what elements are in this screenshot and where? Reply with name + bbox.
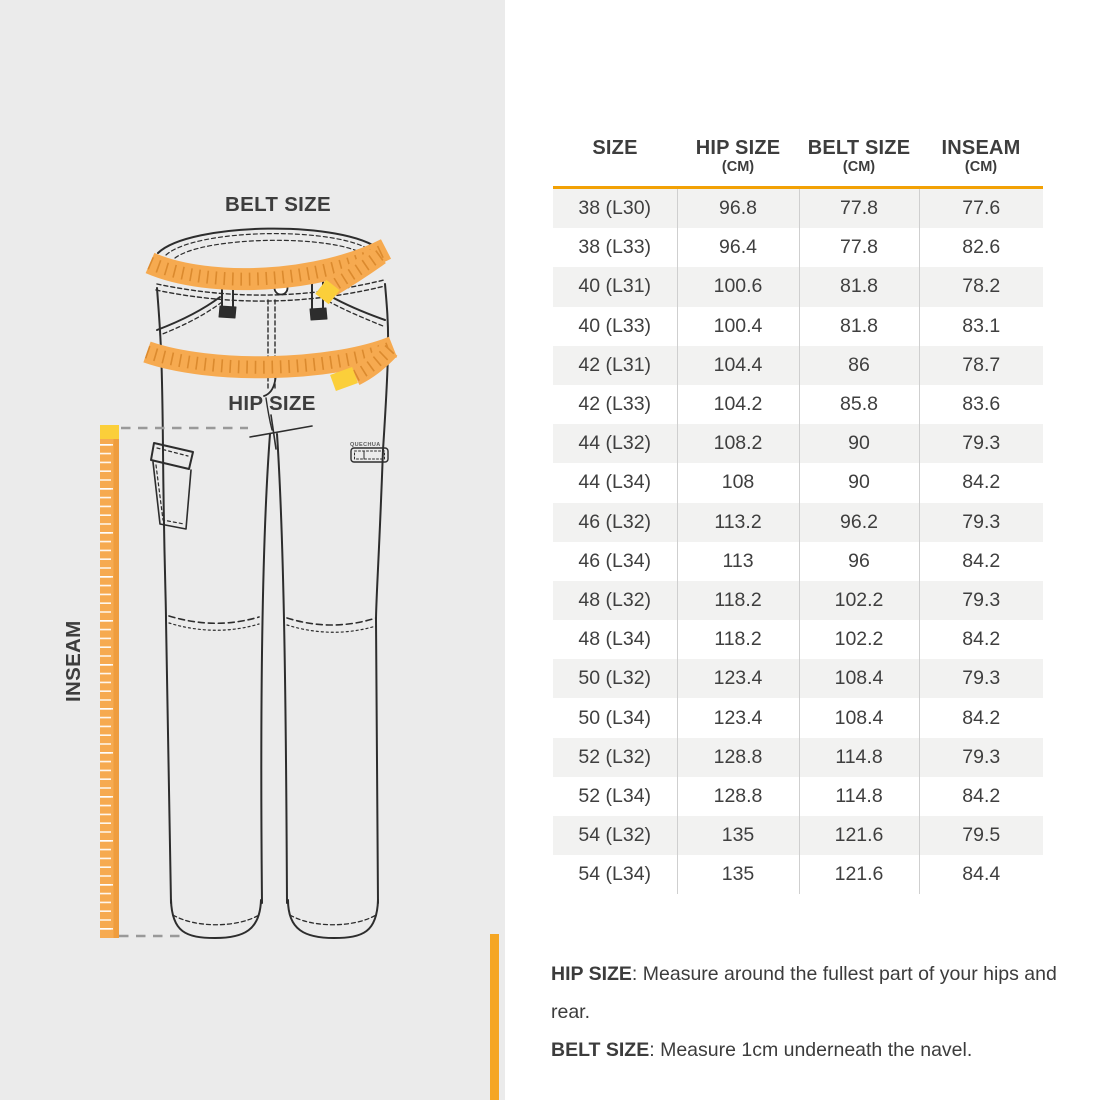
measurement-cell: 79.3 [919, 659, 1043, 698]
col-header-hip-size: HIP SIZE (CM) [677, 133, 799, 188]
inseam-ruler [100, 425, 119, 938]
measurement-cell: 118.2 [677, 620, 799, 659]
measurement-cell: 77.8 [799, 228, 919, 267]
size-cell: 38 (L30) [578, 197, 652, 220]
measurement-cell: 104.2 [677, 385, 799, 424]
table-row [553, 307, 1043, 346]
table-row [553, 228, 1043, 267]
measurement-cell: 135 [677, 855, 799, 894]
size-cell: 44 (L32) [578, 432, 652, 455]
table-row [553, 855, 1043, 894]
col-header-belt-size: BELT SIZE (CM) [799, 133, 919, 188]
table-row [553, 659, 1043, 698]
table-row [553, 581, 1043, 620]
belt-size-label: BELT SIZE [225, 193, 331, 216]
hip-size-label: HIP SIZE [228, 392, 316, 415]
measurement-cell: 96 [799, 542, 919, 581]
measurement-cell: 79.3 [919, 581, 1043, 620]
table-row [553, 188, 1043, 229]
measurement-cell: 114.8 [799, 738, 919, 777]
measurement-cell: 113 [677, 542, 799, 581]
size-cell: 48 (L34) [578, 628, 652, 651]
measurement-cell: 79.3 [919, 503, 1043, 542]
measurement-cell: 113.2 [677, 503, 799, 542]
table-row [553, 503, 1043, 542]
measurement-cell: 100.6 [677, 267, 799, 306]
measurement-cell: 123.4 [677, 659, 799, 698]
size-cell: 54 (L32) [578, 824, 652, 847]
measurement-cell: 108.2 [677, 424, 799, 463]
inseam-label: INSEAM [62, 620, 85, 702]
diagram-panel [0, 0, 505, 1100]
measurement-cell: 84.2 [919, 777, 1043, 816]
table-row [553, 738, 1043, 777]
measurement-cell: 81.8 [799, 267, 919, 306]
measurement-cell: 104.4 [677, 346, 799, 385]
measurement-cell: 128.8 [677, 738, 799, 777]
table-row [553, 463, 1043, 502]
measurement-cell: 77.6 [919, 188, 1043, 229]
size-cell: 48 (L32) [578, 588, 652, 611]
size-table-body [553, 188, 1043, 895]
guide-lines [119, 428, 248, 936]
measurement-cell: 108 [677, 463, 799, 502]
measurement-cell: 96.2 [799, 503, 919, 542]
measurement-cell: 77.8 [799, 188, 919, 229]
col-header-size: SIZE [553, 133, 677, 188]
size-table [553, 133, 1043, 894]
size-table-header [553, 133, 1043, 188]
size-cell: 42 (L33) [578, 393, 652, 416]
size-cell: 40 (L31) [578, 275, 652, 298]
size-cell: 50 (L34) [578, 706, 652, 729]
pants-outline [151, 229, 388, 938]
table-row [553, 385, 1043, 424]
measurement-cell: 90 [799, 424, 919, 463]
size-cell: 50 (L32) [578, 667, 652, 690]
measurement-cell: 79.5 [919, 816, 1043, 855]
measurement-cell: 121.6 [799, 855, 919, 894]
table-row [553, 542, 1043, 581]
measurement-cell: 84.2 [919, 463, 1043, 502]
cargo-pocket [151, 443, 193, 529]
hip-tape [147, 347, 393, 383]
size-cell: 42 (L31) [578, 353, 652, 376]
measurement-cell: 121.6 [799, 816, 919, 855]
col-header-inseam: INSEAM (CM) [919, 133, 1043, 188]
measurement-cell: 83.1 [919, 307, 1043, 346]
brand-label: QUECHUA [350, 442, 381, 448]
size-cell: 52 (L34) [578, 784, 652, 807]
measurement-cell: 100.4 [677, 307, 799, 346]
measurement-cell: 84.4 [919, 855, 1043, 894]
size-cell: 54 (L34) [578, 863, 652, 886]
measurement-cell: 85.8 [799, 385, 919, 424]
table-row [553, 267, 1043, 306]
measurement-cell: 135 [677, 816, 799, 855]
measurement-cell: 108.4 [799, 659, 919, 698]
measurement-cell: 96.4 [677, 228, 799, 267]
measurement-cell: 78.2 [919, 267, 1043, 306]
measurement-cell: 128.8 [677, 777, 799, 816]
belt-size-note: BELT SIZE: Measure 1cm underneath the navel. [551, 1039, 973, 1061]
measurement-cell: 114.8 [799, 777, 919, 816]
size-cell: 38 (L33) [578, 236, 652, 259]
measurement-cell: 79.3 [919, 424, 1043, 463]
measurement-cell: 102.2 [799, 581, 919, 620]
size-cell: 44 (L34) [578, 471, 652, 494]
measurement-cell: 78.7 [919, 346, 1043, 385]
measurement-cell: 84.2 [919, 620, 1043, 659]
table-row [553, 346, 1043, 385]
measurement-cell: 84.2 [919, 698, 1043, 737]
measurement-cell: 90 [799, 463, 919, 502]
measurement-cell: 86 [799, 346, 919, 385]
measurement-cell: 84.2 [919, 542, 1043, 581]
size-cell: 52 (L32) [578, 745, 652, 768]
table-row [553, 777, 1043, 816]
measurement-cell: 118.2 [677, 581, 799, 620]
pants-measurement-diagram [0, 0, 505, 1100]
measurement-cell: 102.2 [799, 620, 919, 659]
table-row [553, 816, 1043, 855]
table-row [553, 620, 1043, 659]
measurement-cell: 123.4 [677, 698, 799, 737]
accent-bar [490, 934, 499, 1100]
measurement-cell: 79.3 [919, 738, 1043, 777]
size-cell: 40 (L33) [578, 314, 652, 337]
measurement-cell: 83.6 [919, 385, 1043, 424]
measurement-cell: 82.6 [919, 228, 1043, 267]
table-row [553, 698, 1043, 737]
size-cell: 46 (L34) [578, 549, 652, 572]
measurement-cell: 96.8 [677, 188, 799, 229]
table-row [553, 424, 1043, 463]
measurement-cell: 108.4 [799, 698, 919, 737]
belt-tape [150, 249, 386, 299]
measurement-cell: 81.8 [799, 307, 919, 346]
size-cell: 46 (L32) [578, 510, 652, 533]
measurement-notes [551, 955, 1071, 1069]
hip-size-note: HIP SIZE: Measure around the fullest part of your hips and rear. [551, 963, 1057, 1023]
